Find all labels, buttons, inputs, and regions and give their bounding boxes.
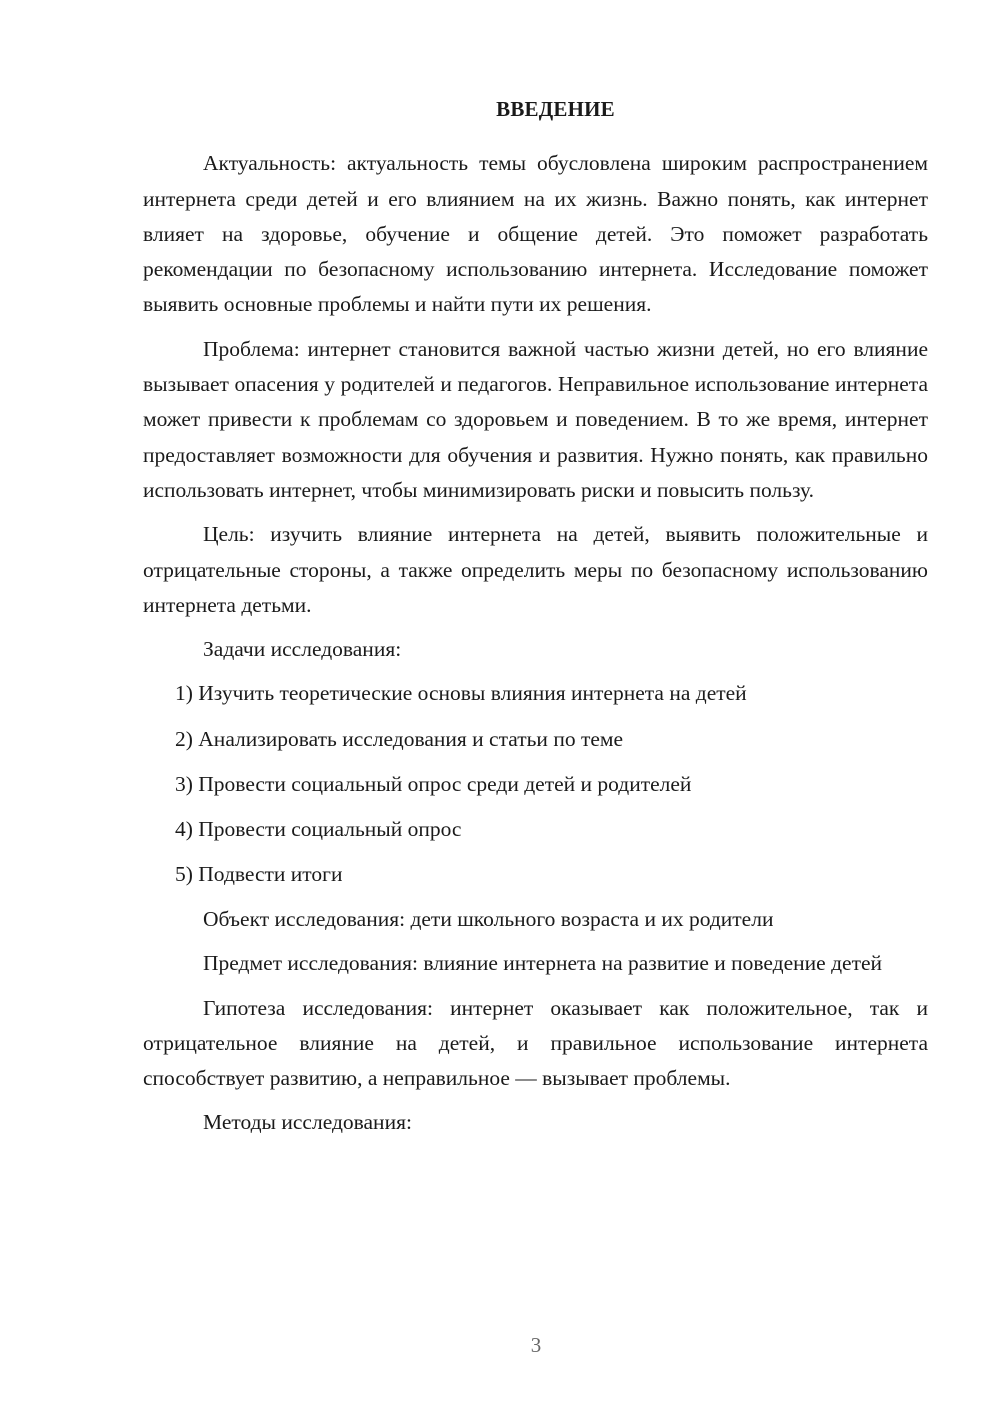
list-item: 5) Подвести итоги — [175, 861, 343, 886]
problem-paragraph: Проблема: интернет становится важной частью жизни детей, но его влияние вызывает опасения у родителей и педагогов. Неправильное использование интернета может привести к проблемам со здоровьем и поведением. В то же время, интернет предоставляет возможности для обучения и развития. Нужно понять, как правильно использовать интернет, чтобы минимизировать риски и повысить пользу. — [143, 336, 928, 502]
subject-paragraph: Предмет исследования: влияние интернета на развитие и поведение детей — [203, 951, 883, 976]
tasks-heading: Задачи исследования: — [203, 637, 402, 662]
page-content — [143, 92, 928, 1150]
list-item: 4) Провести социальный опрос — [175, 816, 462, 841]
object-paragraph: Объект исследования: дети школьного возраста и их родители — [203, 906, 774, 931]
list-item: 2) Анализировать исследования и статьи по теме — [175, 726, 624, 751]
list-item: 1) Изучить теоретические основы влияния интернета на детей — [175, 681, 747, 706]
tasks-list — [143, 676, 928, 892]
hypothesis-paragraph: Гипотеза исследования: интернет оказывает как положительное, так и отрицательное влияние на детей, и правильное использование интернета способствует развитию, а неправильное — вызывает проблемы. — [143, 995, 928, 1091]
goal-paragraph: Цель: изучить влияние интернета на детей, выявить положительные и отрицательные стороны, а также определить меры по безопасному использованию интернета детьми. — [143, 522, 928, 617]
page-title: ВВЕДЕНИЕ — [496, 97, 615, 121]
page-number: 3 — [530, 1333, 542, 1357]
list-item: 3) Провести социальный опрос среди детей и родителей — [175, 771, 692, 796]
relevance-paragraph: Актуальность: актуальность темы обусловлена широким распространением интернета среди детей и его влиянием на их жизнь. Важно понять, как интернет влияет на здоровье, обучение и общение детей. Это поможет разработать рекомендации по безопасному использованию интернета. Исследование поможет выявить основные проблемы и найти пути их решения. — [143, 151, 928, 317]
methods-heading: Методы исследования: — [203, 1110, 412, 1135]
